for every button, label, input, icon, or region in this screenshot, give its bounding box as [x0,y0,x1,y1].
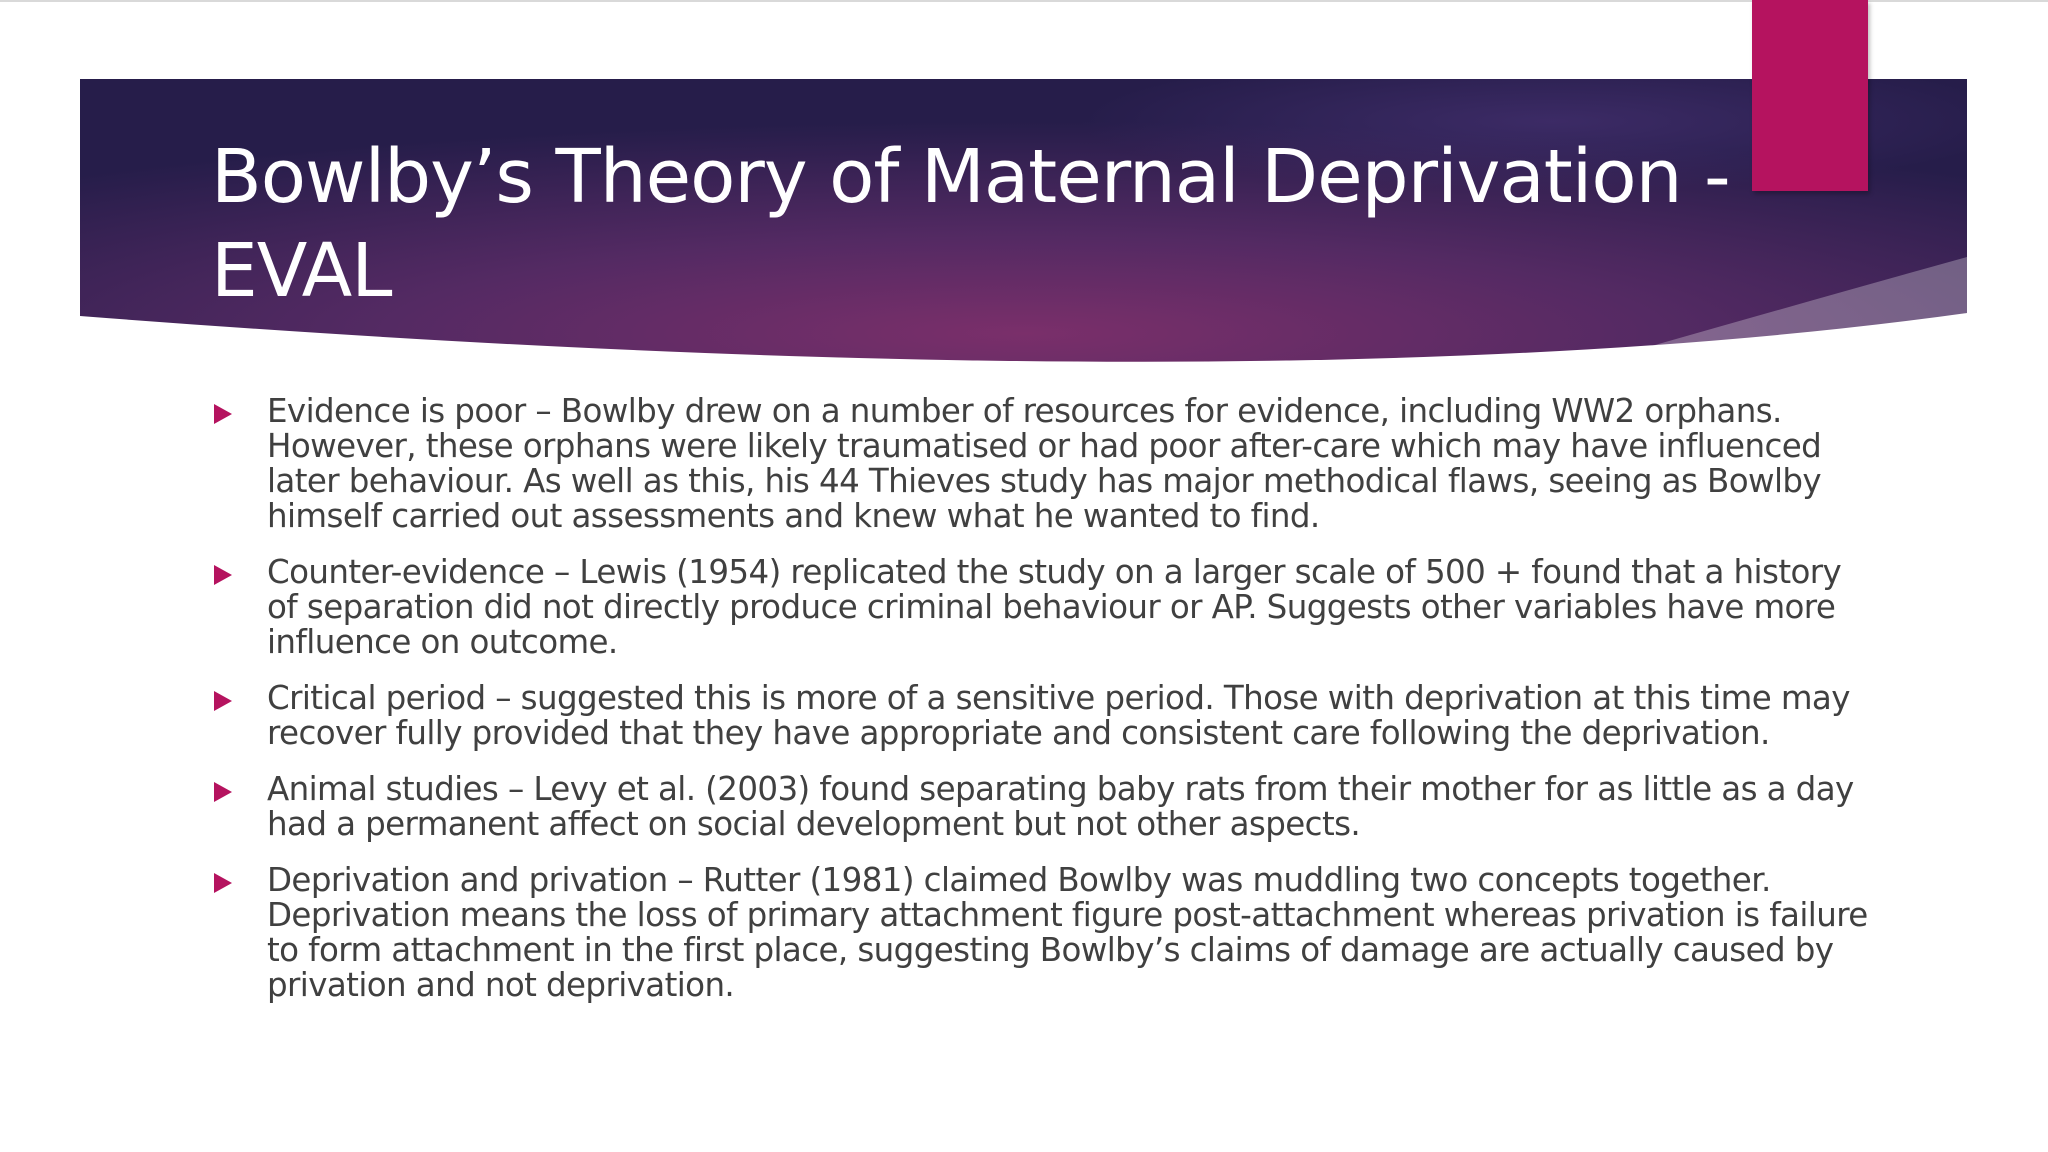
bullet-item-animal-studies [210,772,1870,842]
top-border [0,0,2048,2]
bullet-item-deprivation-privation [210,863,1870,1003]
bullet-text: Evidence is poor – Bowlby drew on a number of resources for evidence, including WW2 orphans. However, these orphans were likely traumatised or had poor after-care which may have influenced later behaviour. As well as this, his 44 Thieves study has major methodical flaws, seeing as Bowlby himself carried out assessments and knew what he wanted to find. [267,392,1822,535]
bullet-text: Critical period – suggested this is more of a sensitive period. Those with deprivation at this time may recover fully provided that they have appropriate and consistent care following the deprivation. [267,679,1850,752]
triangle-bullet-icon [214,565,232,585]
bullet-text: Counter-evidence – Lewis (1954) replicated the study on a larger scale of 500 + found that a history of separation did not directly produce criminal behaviour or AP. Suggests other variables have more influence on outcome. [267,553,1842,661]
triangle-bullet-icon [214,691,232,711]
triangle-bullet-icon [214,873,232,893]
bullet-item-evidence [210,394,1870,534]
bullet-item-counter-evidence [210,555,1870,660]
bullet-text: Animal studies – Levy et al. (2003) found separating baby rats from their mother for as little as a day had a permanent affect on social development but not other aspects. [267,770,1854,843]
slide-title: Bowlby’s Theory of Maternal Deprivation - EVAL [211,134,1730,314]
triangle-bullet-icon [214,782,232,802]
bullet-list [210,394,1870,1024]
bullet-item-critical-period [210,681,1870,751]
accent-tab [1752,0,1868,191]
triangle-bullet-icon [214,404,232,424]
bullet-text: Deprivation and privation – Rutter (1981) claimed Bowlby was muddling two concepts together. Deprivation means the loss of primary attachment figure post-attachment whereas privation is failure to form attachment in the first place, suggesting Bowlby’s claims of damage are actually caused by privation and not deprivation. [267,861,1868,1004]
